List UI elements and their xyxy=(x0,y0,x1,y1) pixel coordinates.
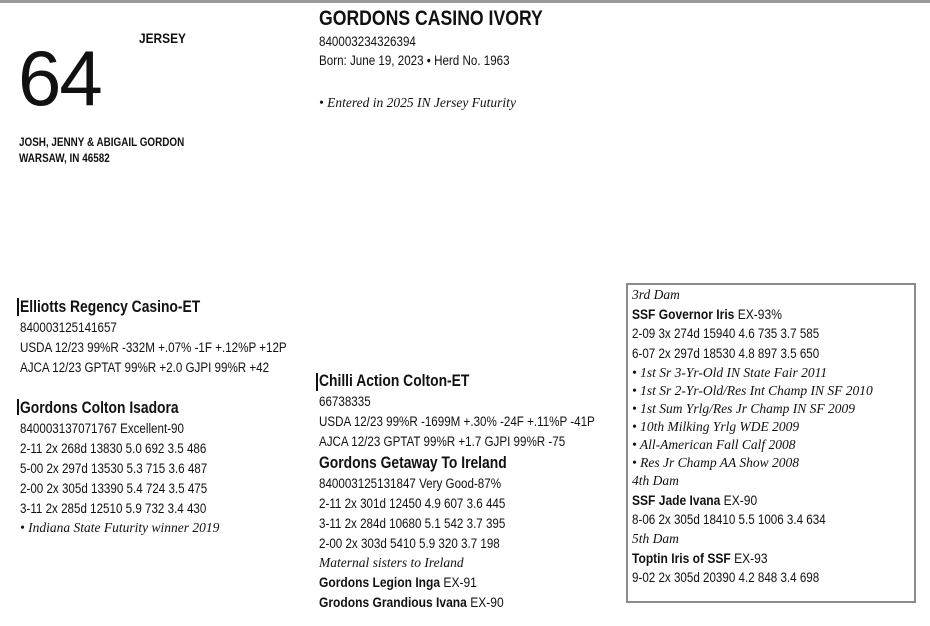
dam-bracket xyxy=(17,399,19,415)
granddam-reg: 840003125131847 Very Good-87% xyxy=(319,476,502,491)
fourth-dam-name: SSF Jade Ivana xyxy=(632,492,721,508)
dam-name: Gordons Colton Isadora xyxy=(20,399,179,417)
sire-bracket xyxy=(17,298,19,316)
granddam-record: 2-00 2x 303d 5410 5.9 320 3.7 198 xyxy=(319,536,500,551)
ancestor-column xyxy=(632,286,912,588)
third-dam-note: • All-American Fall Calf 2008 xyxy=(632,437,796,452)
granddam-record: 3-11 2x 284d 10680 5.1 542 3.7 395 xyxy=(319,516,506,531)
sister-name: Grodons Grandious Ivana xyxy=(319,594,467,610)
third-dam-note: • 10th Milking Yrlg WDE 2009 xyxy=(632,419,800,434)
fifth-dam-record: 9-02 2x 305d 20390 4.2 848 3.4 698 xyxy=(632,570,820,585)
owner-names: JOSH, JENNY & ABIGAIL GORDON xyxy=(19,137,185,149)
sire-name: Elliotts Regency Casino-ET xyxy=(20,298,201,316)
sister-score: EX-90 xyxy=(466,594,504,610)
fourth-dam xyxy=(632,490,873,510)
sire-usda: USDA 12/23 99%R -332M +.07% -1F +.12%P +12P xyxy=(20,340,287,355)
maternal-sister xyxy=(319,592,581,612)
breed-label: JERSEY xyxy=(139,30,186,46)
maternal-sisters-label: Maternal sisters to Ireland xyxy=(319,555,464,570)
dam-record: 2-11 2x 268d 13830 5.0 692 3.5 486 xyxy=(20,441,207,456)
middle-pedigree-column xyxy=(319,370,624,612)
granddam-name: Gordons Getaway To Ireland xyxy=(319,454,507,472)
dam-record: 2-00 2x 305d 13390 5.4 724 3.5 475 xyxy=(20,481,208,496)
maternal-sister xyxy=(319,572,581,592)
sire-ajca: AJCA 12/23 GPTAT 99%R +2.0 GJPI 99%R +42 xyxy=(20,360,270,375)
mgs-bracket xyxy=(316,373,318,391)
mgs-ajca: AJCA 12/23 GPTAT 99%R +1.7 GJPI 99%R -75 xyxy=(319,434,566,449)
animal-name: GORDONS CASINO IVORY xyxy=(319,7,543,30)
mgs-usda: USDA 12/23 99%R -1699M +.30% -24F +.11%P -41P xyxy=(319,414,595,429)
dam-reg: 840003137071767 Excellent-90 xyxy=(20,421,184,436)
third-dam-record: 2-09 3x 274d 15940 4.6 735 3.7 585 xyxy=(632,326,820,341)
dam-note: • Indiana State Futurity winner 2019 xyxy=(20,520,220,535)
left-pedigree-column xyxy=(20,296,320,537)
lot-number: 64 xyxy=(18,34,101,122)
fourth-dam-score: EX-90 xyxy=(720,492,758,508)
granddam-record: 2-11 2x 301d 12450 4.9 607 3.6 445 xyxy=(319,496,506,511)
third-dam-note: • 1st Sr 2-Yr-Old/Res Int Champ IN SF 2010 xyxy=(632,383,873,398)
third-dam-label: 3rd Dam xyxy=(632,287,680,302)
third-dam-score: EX-93% xyxy=(734,306,782,322)
third-dam-name: SSF Governor Iris xyxy=(632,306,735,322)
dam-record: 3-11 2x 285d 12510 5.9 732 3.4 430 xyxy=(20,501,207,516)
animal-entry-note: • Entered in 2025 IN Jersey Futurity xyxy=(319,95,516,110)
sister-name: Gordons Legion Inga xyxy=(319,574,441,590)
third-dam xyxy=(632,304,873,324)
fourth-dam-record: 8-06 2x 305d 18410 5.5 1006 3.4 634 xyxy=(632,512,826,527)
sister-score: EX-91 xyxy=(440,574,477,590)
mgs-reg: 66738335 xyxy=(319,394,371,409)
fifth-dam xyxy=(632,548,873,568)
animal-born-line: Born: June 19, 2023 • Herd No. 1963 xyxy=(319,53,510,68)
animal-reg-number: 840003234326394 xyxy=(319,34,416,49)
dam-record: 5-00 2x 297d 13530 5.3 715 3.6 487 xyxy=(20,461,208,476)
fifth-dam-score: EX-93 xyxy=(730,550,768,566)
owner-location: WARSAW, IN 46582 xyxy=(19,153,110,165)
mgs-name: Chilli Action Colton-ET xyxy=(319,372,470,390)
fifth-dam-name: Toptin Iris of SSF xyxy=(632,550,731,566)
fifth-dam-label: 5th Dam xyxy=(632,531,679,546)
top-rule xyxy=(0,0,930,3)
fourth-dam-label: 4th Dam xyxy=(632,473,679,488)
sire-reg: 840003125141657 xyxy=(20,320,117,335)
third-dam-record: 6-07 2x 297d 18530 4.8 897 3.5 650 xyxy=(632,346,820,361)
third-dam-note: • Res Jr Champ AA Show 2008 xyxy=(632,455,799,470)
third-dam-note: • 1st Sum Yrlg/Res Jr Champ IN SF 2009 xyxy=(632,401,855,416)
third-dam-note: • 1st Sr 3-Yr-Old IN State Fair 2011 xyxy=(632,365,828,380)
